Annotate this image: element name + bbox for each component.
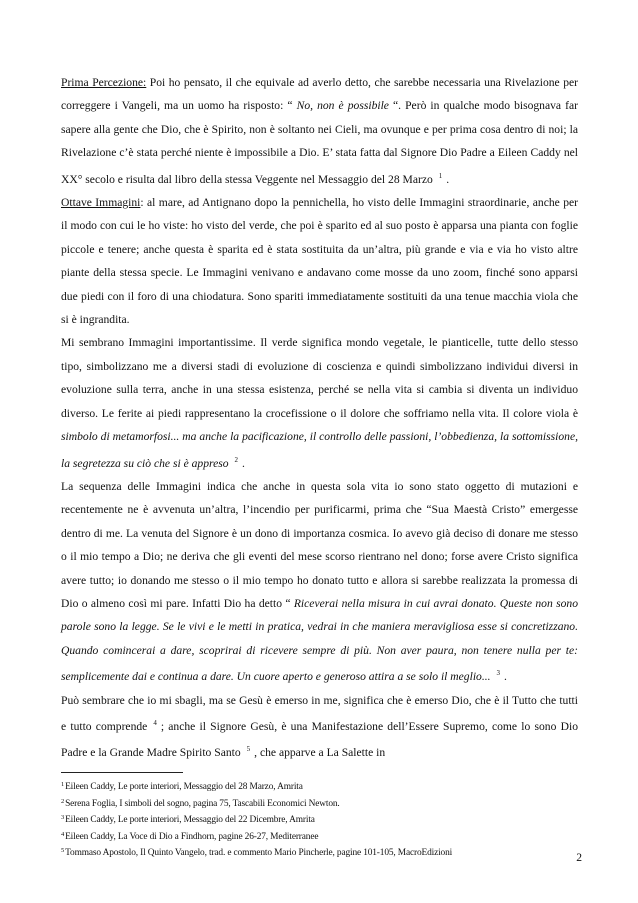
- paragraph-text: “. Però in qualche modo bisognava far sapere alla gente che Dio, che è Spirito, non è soltanto nei Cieli, ma ovunque e per prima cosa dentro di noi; la Rivelazione c’è stata perché niente è impossibile a Dio. E’ stata fatta dal Signore Dio Padre a Eileen Caddy nel XX° secolo e risulta dal libro della stessa Veggente nel Messaggio del 28 Marzo: [61, 99, 578, 186]
- section-label-prima-percezione: Prima Percezione:: [61, 76, 147, 89]
- paragraph-text: , che apparve a La Salette in: [254, 746, 386, 760]
- footnotes: [61, 778, 581, 861]
- quoted-symbolism: simbolo di metamorfosi... ma anche la pacificazione, il controllo delle passioni, l’obbedienza, la sottomissione, la segretezza su ciò che si è appreso: [61, 430, 578, 470]
- paragraph-ottave-immagini: [61, 191, 578, 331]
- footnote-number: 4: [61, 830, 65, 838]
- footnote-ref-1[interactable]: 1: [438, 171, 443, 180]
- paragraph-text: Poi ho pensato, il che equivale ad averlo detto, che sarebbe necessaria una Rivelazione per correggere i Vangeli, ma un uomo ha risposto: “: [61, 76, 578, 113]
- section-label-ottave-immagini: Ottave Immagini: [61, 196, 141, 210]
- footnote-text: Serena Foglia, I simboli del sogno, pagina 75, Tascabili Economici Newton.: [65, 798, 340, 809]
- paragraph-conclusion: [61, 689, 578, 765]
- footnote-1: [61, 778, 581, 795]
- paragraph-text: Mi sembrano Immagini importantissime. Il verde significa mondo vegetale, le pianticelle, tutte dello stesso tipo, simbolizzano me a diversi stadi di evoluzione di coscienza e quindi simbolizzano individui diversi in evoluzione sulla terra, anche in una stessa esistenza, perché se nella vita si cambia si diventa un individuo diverso. Le ferite ai piedi rappresentano la crocefissione o il dolore che soffriamo nella vita. Il colore viola è: [61, 336, 578, 420]
- page-number: 2: [576, 851, 582, 864]
- paragraph-text: Può sembrare che io mi sbagli, ma se Gesù è emerso in me, significa che è emerso Dio, che è il Tutto che tutti e tutto comprende: [61, 693, 578, 733]
- paragraph-text: : al mare, ad Antignano dopo la pennichella, ho visto delle Immagini straordinarie, anche per il modo con cui le ho viste: ho visto del verde, che poi è sparito ed al suo posto è apparsa una pianta con foglie piccole e tenere; anche questa è sparita ed è stata sostituita da un’altra, più grande e via e via ho visto altre piante della stessa specie. Le Immagini venivano e andavano come mosse da uno zoom, finché sono apparsi due piedi con il foro di una chiodatura. Sono spariti immediatamente sostituiti da una tenue macchia viola che si è ingrandita.: [61, 196, 578, 327]
- footnote-3: [61, 811, 581, 828]
- paragraph-interpretation: [61, 331, 578, 474]
- footnote-text: Eileen Caddy, Le porte interiori, Messaggio del 22 Dicembre, Amrita: [65, 815, 315, 826]
- paragraph-text: La sequenza delle Immagini indica che anche in questa sola vita io sono stato oggetto di mutazioni e recentemente ne è avvenuta un’altra, l’incendio per purificarmi, prima che “Sua Maestà Cristo” emergesse dentro di me. La venuta del Signore è un dono di importanza cosmica. Io avevo già deciso di donare me stesso o il mio tempo a Dio; ne deriva che gli eventi del mese scorso rientrano nel dono; forse avere Cristo significa avere tutto; io donando me stesso o il mio tempo ho donato tutto e allora si sarebbe realizzata la promessa di Dio o almeno così mi pare. Infatti Dio ha detto “: [61, 479, 578, 610]
- paragraph-end: .: [504, 670, 507, 684]
- quoted-promise: Riceverai nella misura in cui avrai donato. Queste non sono parole sono la legge. Se le vivi e le metti in pratica, vedrai in che maniera meravigliosa esse si concretizzano. Quando comincerai a dare, scoprirai di ricevere sempre di più. Non aver paura, non tenere nulla per te: semplicemente dai e continua a dare. Un cuore aperto e generoso attira a se solo il meglio...: [61, 596, 578, 684]
- body-text: [61, 71, 578, 765]
- footnote-ref-2[interactable]: 2: [234, 455, 239, 464]
- footnote-ref-5[interactable]: 5: [246, 745, 251, 754]
- footnote-ref-4[interactable]: 4: [153, 718, 157, 727]
- footnote-number: 3: [61, 814, 65, 822]
- footnote-5: [61, 844, 581, 861]
- paragraph-prima-percezione: [61, 71, 578, 191]
- paragraph-text: ; anche il Signore Gesù, è una Manifestazione dell’Essere Supremo, come lo sono Dio Padre e la Grande Madre Spirito Santo: [61, 719, 578, 760]
- footnote-4: [61, 828, 581, 845]
- footnote-number: 1: [61, 781, 65, 788]
- quoted-reply: No, non è possibile: [296, 99, 389, 113]
- footnote-2: [61, 795, 581, 812]
- footnote-ref-3[interactable]: 3: [496, 669, 501, 678]
- paragraph-sequence: [61, 475, 578, 689]
- paragraph-end: .: [446, 172, 450, 186]
- paragraph-end: .: [242, 456, 245, 470]
- footnote-text: Eileen Caddy, Le porte interiori, Messaggio del 28 Marzo, Amrita: [65, 782, 303, 792]
- footnote-text: Eileen Caddy, La Voce di Dio a Findhorn, pagine 26-27, Mediterranee: [65, 831, 319, 842]
- footnote-text: Tommaso Apostolo, Il Quinto Vangelo, trad. e commento Mario Pincherle, pagine 101-105, MacroEdizioni: [65, 848, 453, 859]
- footnote-number: 2: [61, 797, 65, 805]
- footnote-divider: [61, 772, 183, 773]
- footnote-number: 5: [61, 847, 65, 855]
